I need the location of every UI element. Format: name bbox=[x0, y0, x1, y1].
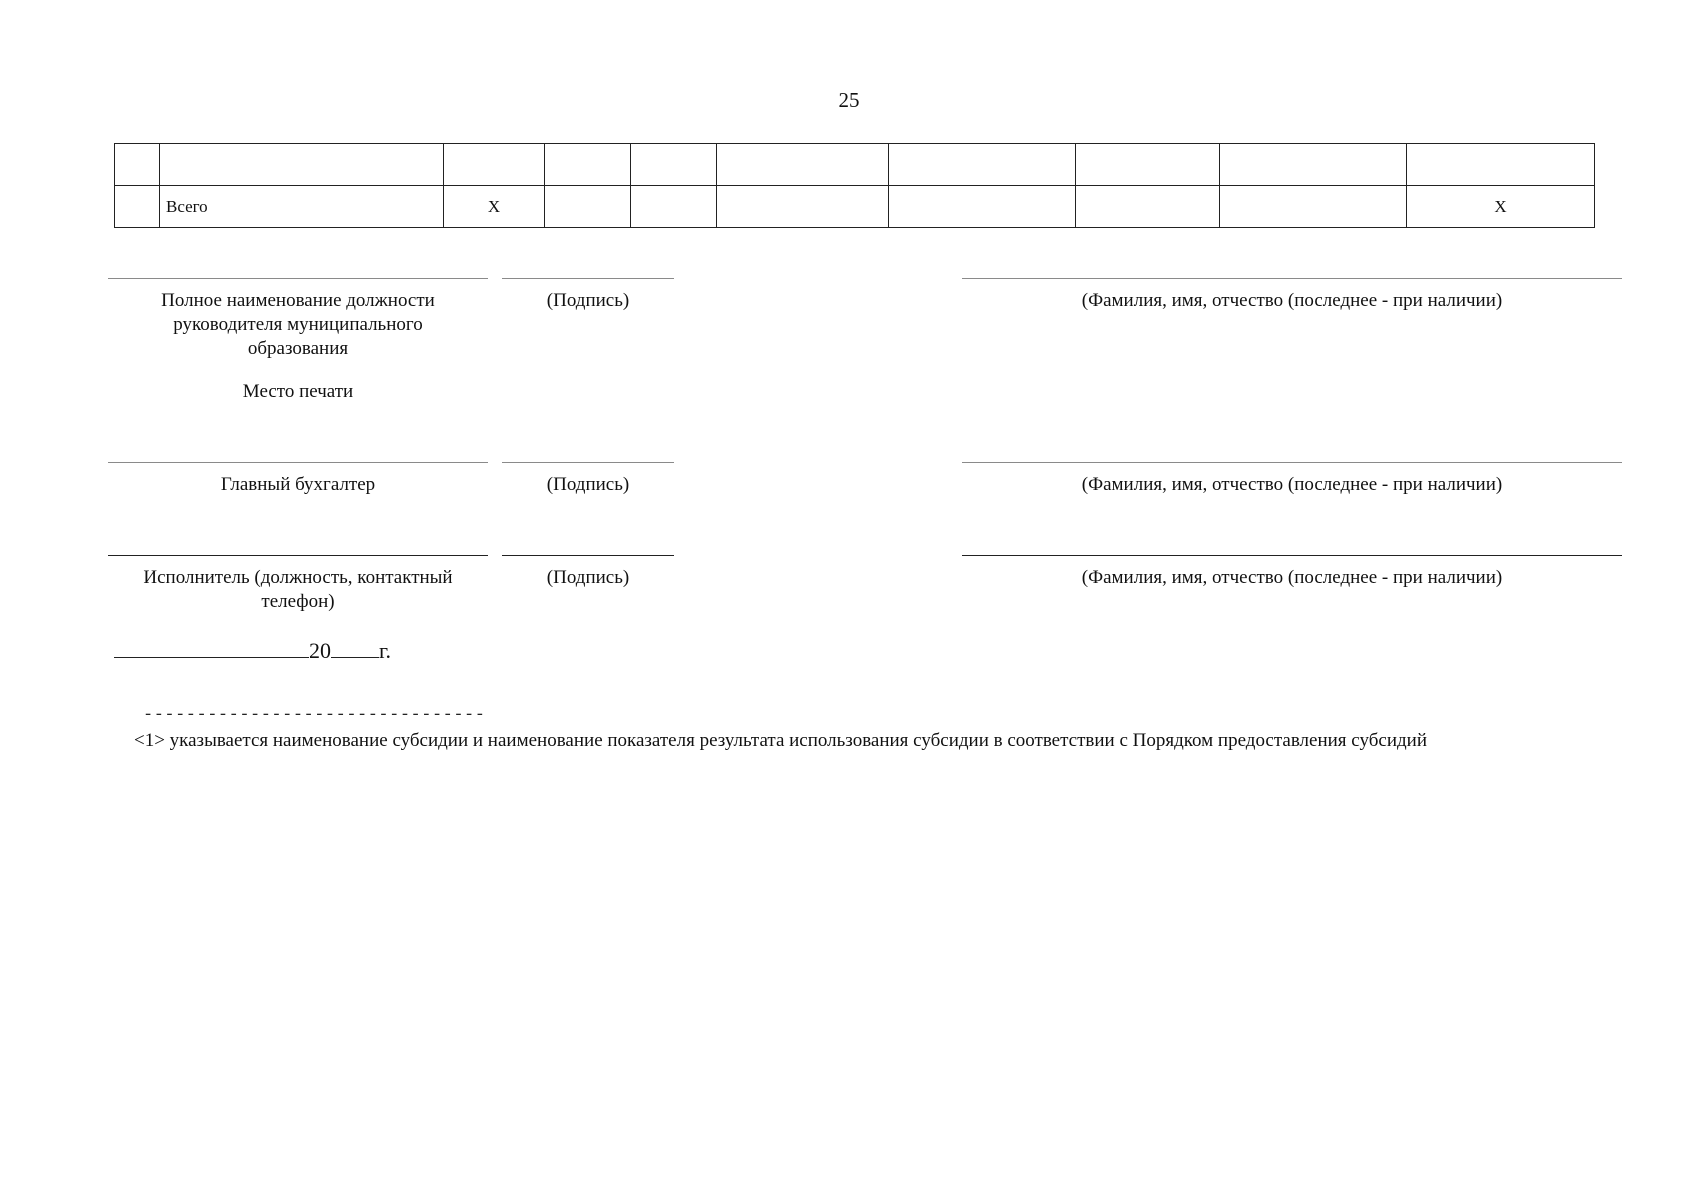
date-year-suffix: г. bbox=[379, 638, 392, 663]
table-cell bbox=[889, 144, 1076, 186]
table-cell bbox=[545, 186, 631, 228]
accountant-line bbox=[108, 462, 488, 463]
accountant-signature-caption: (Подпись) bbox=[546, 474, 630, 495]
executor-signature-line bbox=[502, 555, 674, 556]
head-position-line bbox=[108, 278, 488, 279]
stamp-place: Место печати bbox=[242, 381, 354, 402]
table-cell bbox=[1076, 144, 1220, 186]
table-cell-x: X bbox=[444, 186, 545, 228]
head-fio-caption: (Фамилия, имя, отчество (последнее - при наличии) bbox=[1081, 290, 1503, 311]
executor-signature-caption: (Подпись) bbox=[546, 567, 630, 588]
table-cell bbox=[545, 144, 631, 186]
table-cell bbox=[631, 186, 717, 228]
footnote-separator: -------------------------------- bbox=[143, 706, 486, 725]
executor-fio-line bbox=[962, 555, 1622, 556]
executor-fio-caption: (Фамилия, имя, отчество (последнее - при наличии) bbox=[1081, 567, 1503, 588]
date-line bbox=[114, 635, 391, 665]
accountant-fio-caption: (Фамилия, имя, отчество (последнее - при наличии) bbox=[1081, 474, 1503, 495]
table-row-total bbox=[115, 186, 1595, 228]
date-year-prefix: 20 bbox=[309, 638, 331, 663]
table-cell bbox=[444, 144, 545, 186]
head-fio-line bbox=[962, 278, 1622, 279]
table-cell bbox=[1220, 144, 1407, 186]
accountant-caption: Главный бухгалтер bbox=[220, 474, 376, 495]
table-cell bbox=[631, 144, 717, 186]
head-position-caption: Полное наименование должности руководителя муниципального образования bbox=[161, 290, 435, 359]
table-row bbox=[115, 144, 1595, 186]
accountant-signature-line bbox=[502, 462, 674, 463]
footnote-text: <1> указывается наименование субсидии и наименование показателя результата использования субсидии в соответствии с Порядком предоставления субсидий bbox=[134, 730, 1427, 751]
head-signature-caption: (Подпись) bbox=[546, 290, 630, 311]
total-label: Всего bbox=[160, 186, 444, 228]
table-cell bbox=[717, 144, 889, 186]
table-cell bbox=[115, 186, 160, 228]
accountant-fio-line bbox=[962, 462, 1622, 463]
head-signature-line bbox=[502, 278, 674, 279]
date-blank bbox=[114, 635, 309, 658]
table-cell-x: X bbox=[1407, 186, 1595, 228]
executor-caption: Исполнитель (должность, контактный телефон) bbox=[143, 567, 453, 612]
executor-line bbox=[108, 555, 488, 556]
year-blank bbox=[331, 635, 379, 658]
table-cell bbox=[1220, 186, 1407, 228]
table-cell bbox=[115, 144, 160, 186]
page-number: 25 bbox=[838, 88, 860, 112]
table-cell bbox=[717, 186, 889, 228]
report-table bbox=[114, 143, 1595, 228]
table-cell bbox=[1407, 144, 1595, 186]
table-cell bbox=[1076, 186, 1220, 228]
table-cell bbox=[889, 186, 1076, 228]
table-cell bbox=[160, 144, 444, 186]
